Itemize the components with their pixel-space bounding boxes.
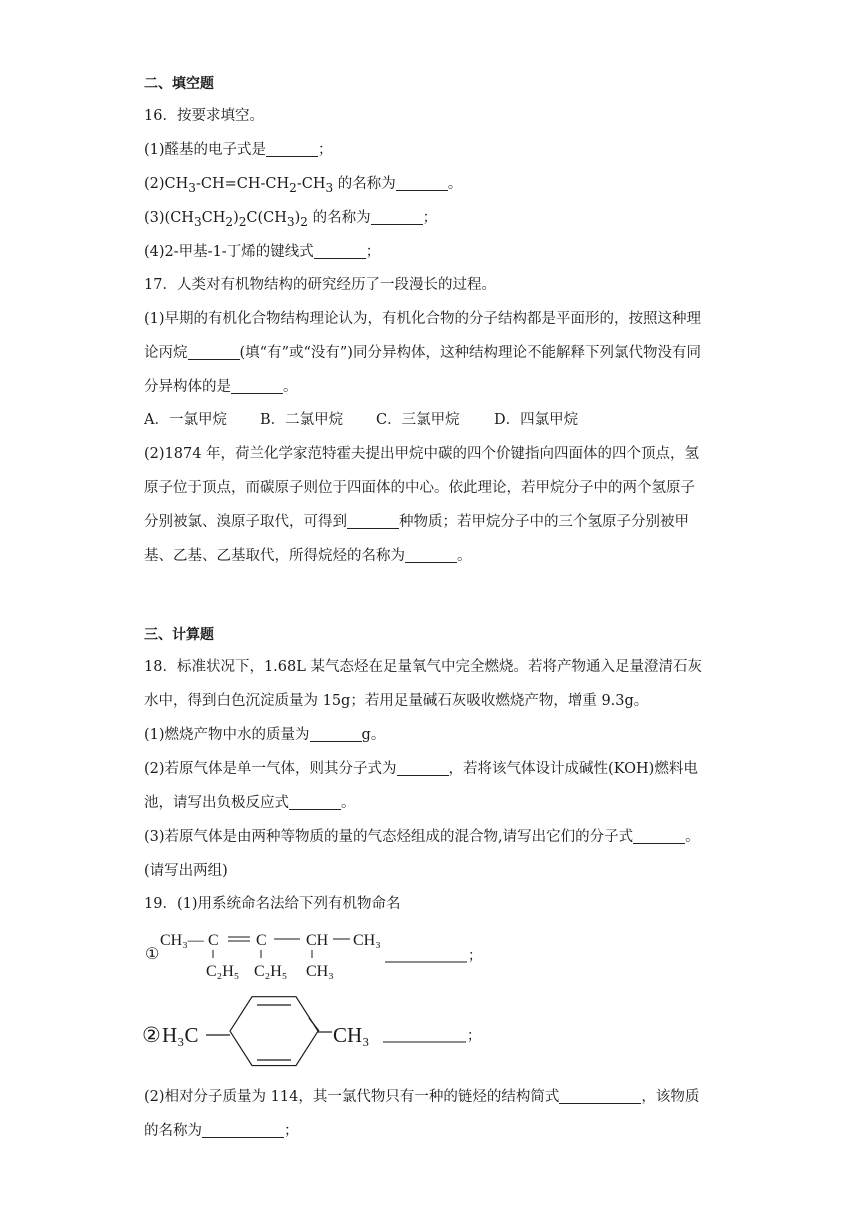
q16-part2: $(2)CH_3-CH=CH-CH_2-CH_3$ 的名称为 。 [144,176,463,195]
q19-part2-line2: 的名称为 ； [144,1123,299,1139]
option-b[interactable]: B．二氯甲烷 [260,412,344,428]
answer-blank[interactable] [397,761,449,776]
answer-blank[interactable] [347,514,399,529]
q17-stem: 17．人类对有机物结构的研究经历了一段漫长的过程。 [144,277,496,293]
q19-stem: 19．(1)用系统命名法给下列有机物命名 [144,896,401,912]
answer-blank[interactable] [310,727,362,742]
q16-part4: (4)2-甲基-1-丁烯的键线式 ； [144,244,381,260]
answer-blank[interactable] [559,1089,641,1104]
section-2-title: 二、填空题 [144,76,214,92]
m2-ch3: CH₃ [333,1023,370,1047]
molecule-2-structure [140,994,500,1070]
q18-part3-line1: (3)若原气体是由两种等物质的量的气态烃组成的混合物,请写出它们的分子式 。 [144,829,700,845]
q17-p1-line2: 论丙烷 (填“有”或“没有”)同分异构体，这种结构理论不能解释下列氯代物没有同 [144,345,701,361]
m1-carbon-1: C [208,932,219,949]
option-c[interactable]: C．三氯甲烷 [376,412,460,428]
m2-number: ② [142,1023,161,1047]
answer-blank[interactable] [314,244,366,259]
answer-blank[interactable] [266,142,318,157]
m1-end: ； [468,949,482,964]
m1-sub-ethyl-2: C₂H₅ [254,963,288,980]
q18-part1: (1)燃烧产物中水的质量为 g。 [144,727,386,743]
answer-blank[interactable] [633,829,685,844]
answer-blank[interactable] [231,379,283,394]
q16-part1: (1)醛基的电子式是 ； [144,142,333,158]
answer-blank[interactable] [371,210,423,225]
section-3-title: 三、计算题 [144,627,214,643]
m1-number: ① [145,946,160,963]
q17-options [144,410,578,430]
m1-sub-ethyl-1: C₂H₅ [206,963,240,980]
m1-ch3-right: CH₃ [353,932,381,949]
answer-blank[interactable] [405,548,457,563]
answer-blank[interactable] [396,176,448,191]
q17-p2-line1: (2)1874 年，荷兰化学家范特霍夫提出甲烷中碳的四个价键指向四面体的四个顶点，氢 [144,446,700,462]
benzene-ring [230,997,318,1066]
q17-p2-line2: 原子位于顶点，而碳原子则位于四面体的中心。依此理论，若甲烷分子中的两个氢原子 [144,480,695,496]
q18-line1: 18．标准状况下，1.68L 某气态烃在足量氧气中完全燃烧。若将产物通入足量澄清石灰 [144,659,702,675]
q18-part2-line1: (2)若原气体是单一气体，则其分子式为 ，若将该气体设计成碱性(KOH)燃料电 [144,761,698,777]
q18-line2: 水中，得到白色沉淀质量为 15g；若用足量碱石灰吸收燃烧产物，增重 9.3g。 [144,693,649,709]
answer-blank[interactable] [289,795,341,810]
q17-p2-line4: 基、乙基、乙基取代，所得烷烃的名称为 。 [144,548,472,564]
q16-part3: $(3)(CH_3CH_2)_2C(CH_3)_2$ 的名称为 ； [144,210,438,229]
m1-ch3-left: CH₃— [160,932,204,949]
m1-carbon-2: C [256,932,267,949]
q17-p1-line3: 分异构体的是 。 [144,379,298,395]
q19-part2-line1: (2)相对分子质量为 114，其一氯代物只有一种的链烃的结构简式 ，该物质 [144,1089,700,1105]
m2-h3c: H₃C [162,1023,199,1047]
option-d[interactable]: D．四氯甲烷 [494,412,579,428]
m2-end: ； [467,1029,481,1044]
option-a[interactable]: A．一氯甲烷 [144,412,227,428]
q17-p2-line3: 分别被氯、溴原子取代，可得到 种物质；若甲烷分子中的三个氢原子分别被甲 [144,514,689,530]
q18-part2-line2: 池，请写出负极反应式 。 [144,795,356,811]
q17-p1-line1: (1)早期的有机化合物结构理论认为，有机化合物的分子结构都是平面形的，按照这种理 [144,311,702,327]
molecule-1-structure [140,926,500,984]
answer-blank[interactable] [188,345,240,360]
m1-sub-methyl: CH₃ [306,963,334,980]
q16-stem: 16．按要求填空。 [144,108,264,124]
q18-part3-line2: (请写出两组) [144,863,228,879]
m1-ch: CH [306,932,329,949]
answer-blank[interactable] [202,1123,284,1138]
